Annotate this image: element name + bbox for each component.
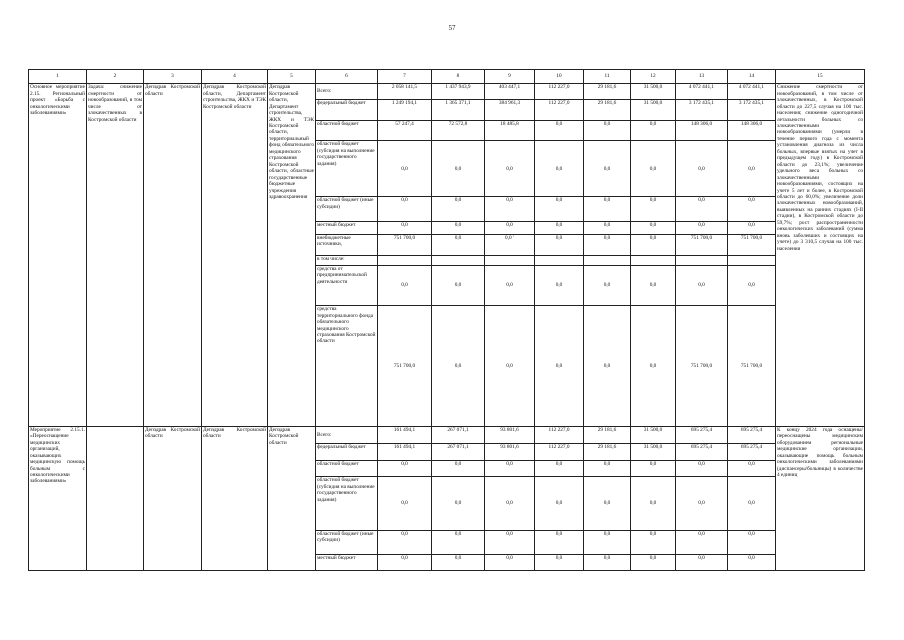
amount-cell: 0,0 [485, 460, 535, 477]
amount-cell: 0,0 [535, 530, 584, 555]
amount-cell: 0,0 [535, 477, 584, 530]
amount-cell: 0,0 [584, 120, 631, 141]
amount-cell: 0,0 [631, 460, 676, 477]
funding-source-label: областной бюджет (субсидия на выполнение государственного задания) [316, 477, 378, 530]
amount-cell: 161 494,1 [378, 443, 432, 460]
column-number-14: 14 [728, 70, 776, 84]
funding-source-label: областной бюджет [316, 120, 378, 141]
column-number-8: 8 [432, 70, 485, 84]
amount-cell: 0,0 [485, 221, 535, 234]
amount-cell: 0,0 [676, 530, 728, 555]
amount-cell: 0,0 [584, 477, 631, 530]
column-number-12: 12 [631, 70, 676, 84]
expected-result-cell: К концу 2024 года оснащены/переоснащены медицинским оборудованием региональные медицинские организации, оказывающие помощь больным онкологическими заболеваниями (диспансеры/больницы) в количестве 4 единиц [776, 426, 865, 570]
funding-source-label: областной бюджет [316, 460, 378, 477]
amount-cell: 0,0 [631, 265, 676, 305]
amount-cell: 0,0 [485, 197, 535, 222]
funding-source-label: местный бюджет [316, 555, 378, 571]
amount-cell: 0,0 [676, 460, 728, 477]
amount-cell: 0,0 [432, 221, 485, 234]
amount-cell [378, 255, 432, 265]
amount-cell: 31 500,0 [631, 84, 676, 100]
amount-cell: 0,0 [728, 555, 776, 571]
amount-cell [535, 255, 584, 265]
amount-cell: 0,0 [584, 555, 631, 571]
amount-cell: 0,0 [378, 530, 432, 555]
amount-cell: 29 181,6 [584, 99, 631, 120]
amount-cell: 3 172 435,1 [728, 99, 776, 120]
amount-cell: 0,0 [432, 477, 485, 530]
funding-source-label: в том числе: [316, 255, 378, 265]
amount-cell [631, 255, 676, 265]
amount-cell: 148 306,0 [676, 120, 728, 141]
amount-cell: 31 500,0 [631, 443, 676, 460]
column-number-2: 2 [87, 70, 144, 84]
amount-cell: 384 961,3 [485, 99, 535, 120]
amount-cell: 695 275,4 [676, 426, 728, 443]
amount-cell: 31 500,0 [631, 99, 676, 120]
amount-cell: 0,0 [584, 460, 631, 477]
amount-cell: 0,0 [535, 221, 584, 234]
amount-cell: 112 227,0 [535, 84, 584, 100]
amount-cell: 0,0 [584, 197, 631, 222]
amount-cell: 0,0 [432, 197, 485, 222]
funding-source-label: Всего: [316, 84, 378, 100]
amount-cell: 0,0 [378, 477, 432, 530]
amount-cell: 0,0 [631, 120, 676, 141]
page-number: 57 [448, 24, 456, 32]
amount-cell: 29 181,6 [584, 84, 631, 100]
amount-cell: 0,0 [676, 197, 728, 222]
amount-cell: 0,0 [631, 197, 676, 222]
amount-cell: 148 306,0 [728, 120, 776, 141]
amount-cell: 1 249 194,1 [378, 99, 432, 120]
amount-cell: 0,0 [485, 530, 535, 555]
amount-cell: 0,0 [432, 555, 485, 571]
amount-cell: 0,0 [485, 477, 535, 530]
amount-cell: 0,0 [535, 234, 584, 255]
funding-source-label: Всего: [316, 426, 378, 443]
amount-cell: 0,0 [535, 460, 584, 477]
coexecutor-cell: Депздрав Костромской области, Департамент строительства, ЖКХ и ТЭК Костромской области [202, 84, 268, 427]
amount-cell: 0,0 [432, 265, 485, 305]
column-number-15: 15 [776, 70, 865, 84]
column-number-4: 4 [202, 70, 268, 84]
amount-cell: 751 700,0 [728, 306, 776, 427]
amount-cell: 112 227,0 [535, 99, 584, 120]
table-body [29, 70, 865, 571]
amount-cell: 57 247,4 [378, 120, 432, 141]
amount-cell: 161 494,1 [378, 426, 432, 443]
coexecutor-cell: Депздрав Костромской области [202, 426, 268, 570]
amount-cell: 0,0 [378, 265, 432, 305]
amount-cell: 93 801,6 [485, 426, 535, 443]
amount-cell: 0,0 [584, 265, 631, 305]
amount-cell: 695 275,4 [728, 426, 776, 443]
expected-result-cell: Снижение смертности от новообразований, в том числе от злокачественных, в Костромской области до 227,5 случая на 100 тыс. населения; снижение одногодичной летальности больных со злокачественными новообразованиями (умерли в течение первого года с момента установления диагноза из числа больных, впервые взятых на учет в предыдущем году) в Костромской области до 23,1%; увеличение удельного веса больных со злокачественными новообразованиями, состоящих на учете 5 лет и более, в Костромской области до 60,0%; увеличение доли злокачественных новообразований, выявленных на ранних стадиях (I-II стадии), в Костромской области до 59,7%; рост распространенности онкологических заболеваний (сумма вновь заболевших и состоящих на учете) до 3 310,5 случая на 100 тыс. населения [776, 84, 865, 427]
amount-cell: 31 500,0 [631, 426, 676, 443]
column-number-10: 10 [535, 70, 584, 84]
amount-cell: 0,0 [676, 555, 728, 571]
amount-cell: 751 700,0 [728, 234, 776, 255]
amount-cell: 267 071,1 [432, 426, 485, 443]
funding-source-label: средства от предпринимательской деятельности [316, 265, 378, 305]
amount-cell: 403 447,1 [485, 84, 535, 100]
amount-cell: 0,0 [631, 555, 676, 571]
amount-cell: 0,0 [631, 306, 676, 427]
amount-cell: 0,0 [535, 141, 584, 197]
amount-cell: 0,0 [676, 141, 728, 197]
amount-cell: 3 172 435,1 [676, 99, 728, 120]
amount-cell: 695 275,4 [728, 443, 776, 460]
activity-name-cell: Основное мероприятие 2.15. Региональный проект «Борьба с онкологическими заболеваниями» [29, 84, 87, 427]
amount-cell: 0,0 ' [485, 234, 535, 255]
amount-cell: 751 700,0 [676, 306, 728, 427]
column-number-1: 1 [29, 70, 87, 84]
amount-cell: 0,0 [584, 141, 631, 197]
amount-cell: 0,0 [432, 141, 485, 197]
amount-cell: 72 572,8 [432, 120, 485, 141]
amount-cell: 0,0 [535, 306, 584, 427]
amount-cell: 0,0 [535, 197, 584, 222]
amount-cell: 0,0 [535, 555, 584, 571]
column-number-5: 5 [268, 70, 316, 84]
amount-cell: 0,0 [728, 460, 776, 477]
amount-cell: 0,0 [728, 221, 776, 234]
amount-cell: 0,0 [584, 234, 631, 255]
amount-cell: 0,0 [584, 306, 631, 427]
activity-name-cell: Мероприятие 2.15.1. «Переоснащение медицинских организаций, оказывающих медицинскую помощь больным с онкологическими заболеваниями» [29, 426, 87, 570]
column-number-7: 7 [378, 70, 432, 84]
amount-cell: 695 275,4 [676, 443, 728, 460]
participants-cell: Депздрав Костромской области [268, 426, 316, 570]
amount-cell: 2 058 141,5 [378, 84, 432, 100]
column-number-11: 11 [584, 70, 631, 84]
amount-cell: 0,0 [432, 530, 485, 555]
amount-cell: 267 071,1 [432, 443, 485, 460]
amount-cell [485, 255, 535, 265]
task-cell: Задача: снижение смертности от новообразований, в том числе от злокачественных в Костромской области [87, 84, 144, 427]
funding-source-label: областной бюджет (иные субсидии) [316, 197, 378, 222]
amount-cell [676, 255, 728, 265]
amount-cell: 0,0 [584, 221, 631, 234]
amount-cell: 0,0 [631, 234, 676, 255]
amount-cell: 0,0 [485, 555, 535, 571]
amount-cell: 112 227,0 [535, 443, 584, 460]
task-cell [87, 426, 144, 570]
amount-cell: 1 365 371,1 [432, 99, 485, 120]
amount-cell: 4 072 441,1 [728, 84, 776, 100]
funding-row [29, 426, 865, 443]
amount-cell [584, 255, 631, 265]
column-number-6: 6 [316, 70, 378, 84]
amount-cell: 0,0 [676, 477, 728, 530]
amount-cell: 751 700,0 [378, 306, 432, 427]
amount-cell [432, 255, 485, 265]
funding-source-label: областной бюджет (иные субсидии) [316, 530, 378, 555]
amount-cell: 0,0 [728, 265, 776, 305]
funding-source-label: федеральный бюджет [316, 443, 378, 460]
header-row [29, 70, 865, 84]
amount-cell: 0,0 [378, 555, 432, 571]
amount-cell: 112 227,0 [535, 426, 584, 443]
amount-cell: 29 181,6 [584, 443, 631, 460]
amount-cell: 0,0 [631, 530, 676, 555]
amount-cell: 0,0 [378, 141, 432, 197]
responsible-cell: Депздрав Костромской области [144, 426, 202, 570]
funding-source-label: внебюджетные источники, [316, 234, 378, 255]
amount-cell: 0,0 [631, 141, 676, 197]
amount-cell: 0,0 [728, 141, 776, 197]
responsible-cell: Депздрав Костромской области [144, 84, 202, 427]
funding-source-label: областной бюджет (субсидия на выполнение государственного задания) [316, 141, 378, 197]
amount-cell: 0,0 [378, 221, 432, 234]
column-number-9: 9 [485, 70, 535, 84]
funding-source-label: местный бюджет [316, 221, 378, 234]
funding-source-label: средства территориального фонда обязательного медицинского страхования Костромской области [316, 306, 378, 427]
column-number-3: 3 [144, 70, 202, 84]
amount-cell: 751 700,0 [378, 234, 432, 255]
amount-cell: 0,0 [485, 265, 535, 305]
amount-cell: 93 801,6 [485, 443, 535, 460]
amount-cell: 0,0 [432, 460, 485, 477]
amount-cell: 0,0 [676, 221, 728, 234]
amount-cell: 0,0 [584, 530, 631, 555]
amount-cell: 0,0 [535, 265, 584, 305]
amount-cell: 0,0 [485, 306, 535, 427]
amount-cell: 0,0 [631, 221, 676, 234]
amount-cell: 0,0 [378, 460, 432, 477]
amount-cell: 0,0 [728, 477, 776, 530]
amount-cell: 0,0 [432, 306, 485, 427]
amount-cell: 0,0 [485, 141, 535, 197]
amount-cell: 29 181,6 [584, 426, 631, 443]
funding-source-label: федеральный бюджет [316, 99, 378, 120]
amount-cell: 0,0 [728, 197, 776, 222]
amount-cell: 0,0 [535, 120, 584, 141]
amount-cell: 0,0 [631, 477, 676, 530]
funding-row [29, 84, 865, 100]
column-number-13: 13 [676, 70, 728, 84]
amount-cell: 4 072 441,1 [676, 84, 728, 100]
amount-cell: 0,0 [432, 234, 485, 255]
amount-cell: 18 485,8 [485, 120, 535, 141]
amount-cell: 0,0 [728, 530, 776, 555]
amount-cell: 1 437 943,9 [432, 84, 485, 100]
program-table [28, 69, 865, 571]
amount-cell: 0,0 [378, 197, 432, 222]
amount-cell: 0,0 [676, 265, 728, 305]
participants-cell: Депздрав Костромской области, Департамент строительства, ЖКХ и ТЭК Костромской области, территориальный фонд обязательного медицинского страхования Костромской области, областные государственные бюджетные учреждения здравоохранения [268, 84, 316, 427]
amount-cell: 751 700,0 [676, 234, 728, 255]
amount-cell [728, 255, 776, 265]
